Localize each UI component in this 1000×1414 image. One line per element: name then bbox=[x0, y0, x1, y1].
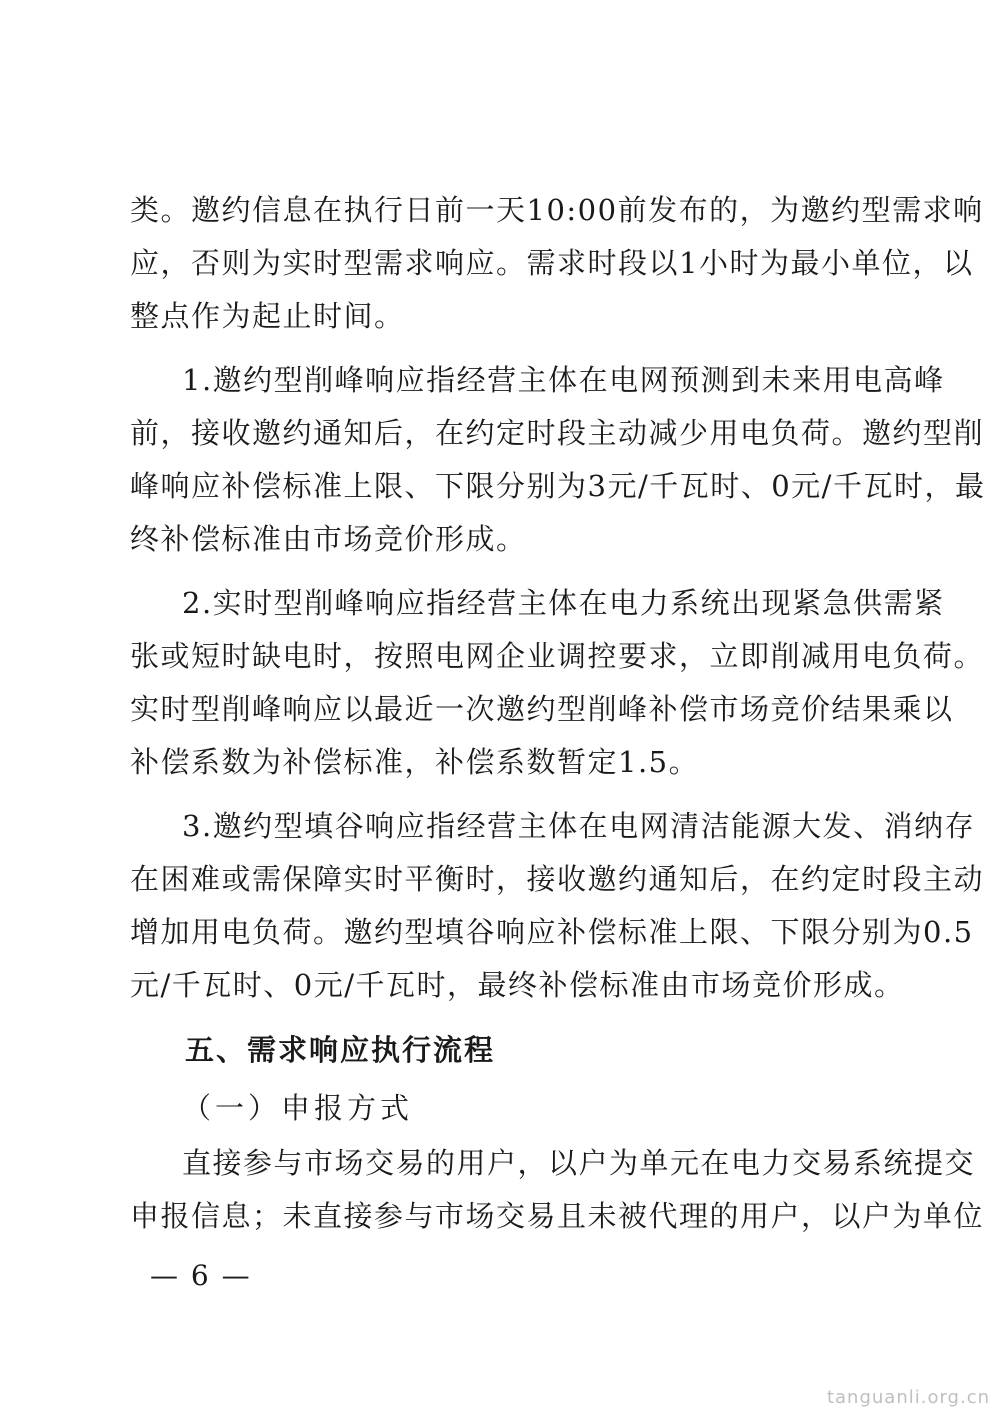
body-text-line: 增加用电负荷。邀约型填谷响应补偿标准上限、下限分别为0.5 bbox=[130, 915, 974, 949]
paragraph-1-first-line: 1.邀约型削峰响应指经营主体在电网预测到未来用电高峰 bbox=[182, 363, 945, 397]
section-heading: 五、需求响应执行流程 bbox=[185, 1033, 496, 1067]
paragraph-3-first-line: 3.邀约型填谷响应指经营主体在电网清洁能源大发、消纳存 bbox=[182, 809, 976, 843]
body-text-line: 申报信息；未直接参与市场交易且未被代理的用户，以户为单位 bbox=[130, 1199, 985, 1233]
subsection-heading: （一）申报方式 bbox=[182, 1091, 414, 1125]
page-number: — 6 — bbox=[150, 1259, 252, 1292]
body-text-line: 张或短时缺电时，按照电网企业调控要求，立即削减用电负荷。 bbox=[130, 639, 985, 673]
paragraph-2-first-line: 2.实时型削峰响应指经营主体在电力系统出现紧急供需紧 bbox=[182, 586, 945, 620]
body-text-line: 前，接收邀约通知后，在约定时段主动减少用电负荷。邀约型削 bbox=[130, 416, 985, 450]
body-text-line: 峰响应补偿标准上限、下限分别为3元/千瓦时、0元/千瓦时，最 bbox=[130, 469, 986, 503]
body-text-line: 终补偿标准由市场竞价形成。 bbox=[130, 522, 527, 556]
body-text-line: 应，否则为实时型需求响应。需求时段以1小时为最小单位，以 bbox=[130, 246, 974, 280]
body-text-line: 实时型削峰响应以最近一次邀约型削峰补偿市场竞价结果乘以 bbox=[130, 692, 954, 726]
watermark: tanguanli.org.cn bbox=[826, 1387, 990, 1408]
body-text-line: 补偿系数为补偿标准，补偿系数暂定1.5。 bbox=[130, 745, 700, 779]
body-text-line: 类。邀约信息在执行日前一天10:00前发布的，为邀约型需求响 bbox=[130, 193, 984, 227]
body-text-line: 在困难或需保障实时平衡时，接收邀约通知后，在约定时段主动 bbox=[130, 862, 985, 896]
body-text-line: 元/千瓦时、0元/千瓦时，最终补偿标准由市场竞价形成。 bbox=[130, 968, 905, 1002]
paragraph-4-first-line: 直接参与市场交易的用户，以户为单元在电力交易系统提交 bbox=[182, 1146, 976, 1180]
body-text-line: 整点作为起止时间。 bbox=[130, 299, 405, 333]
